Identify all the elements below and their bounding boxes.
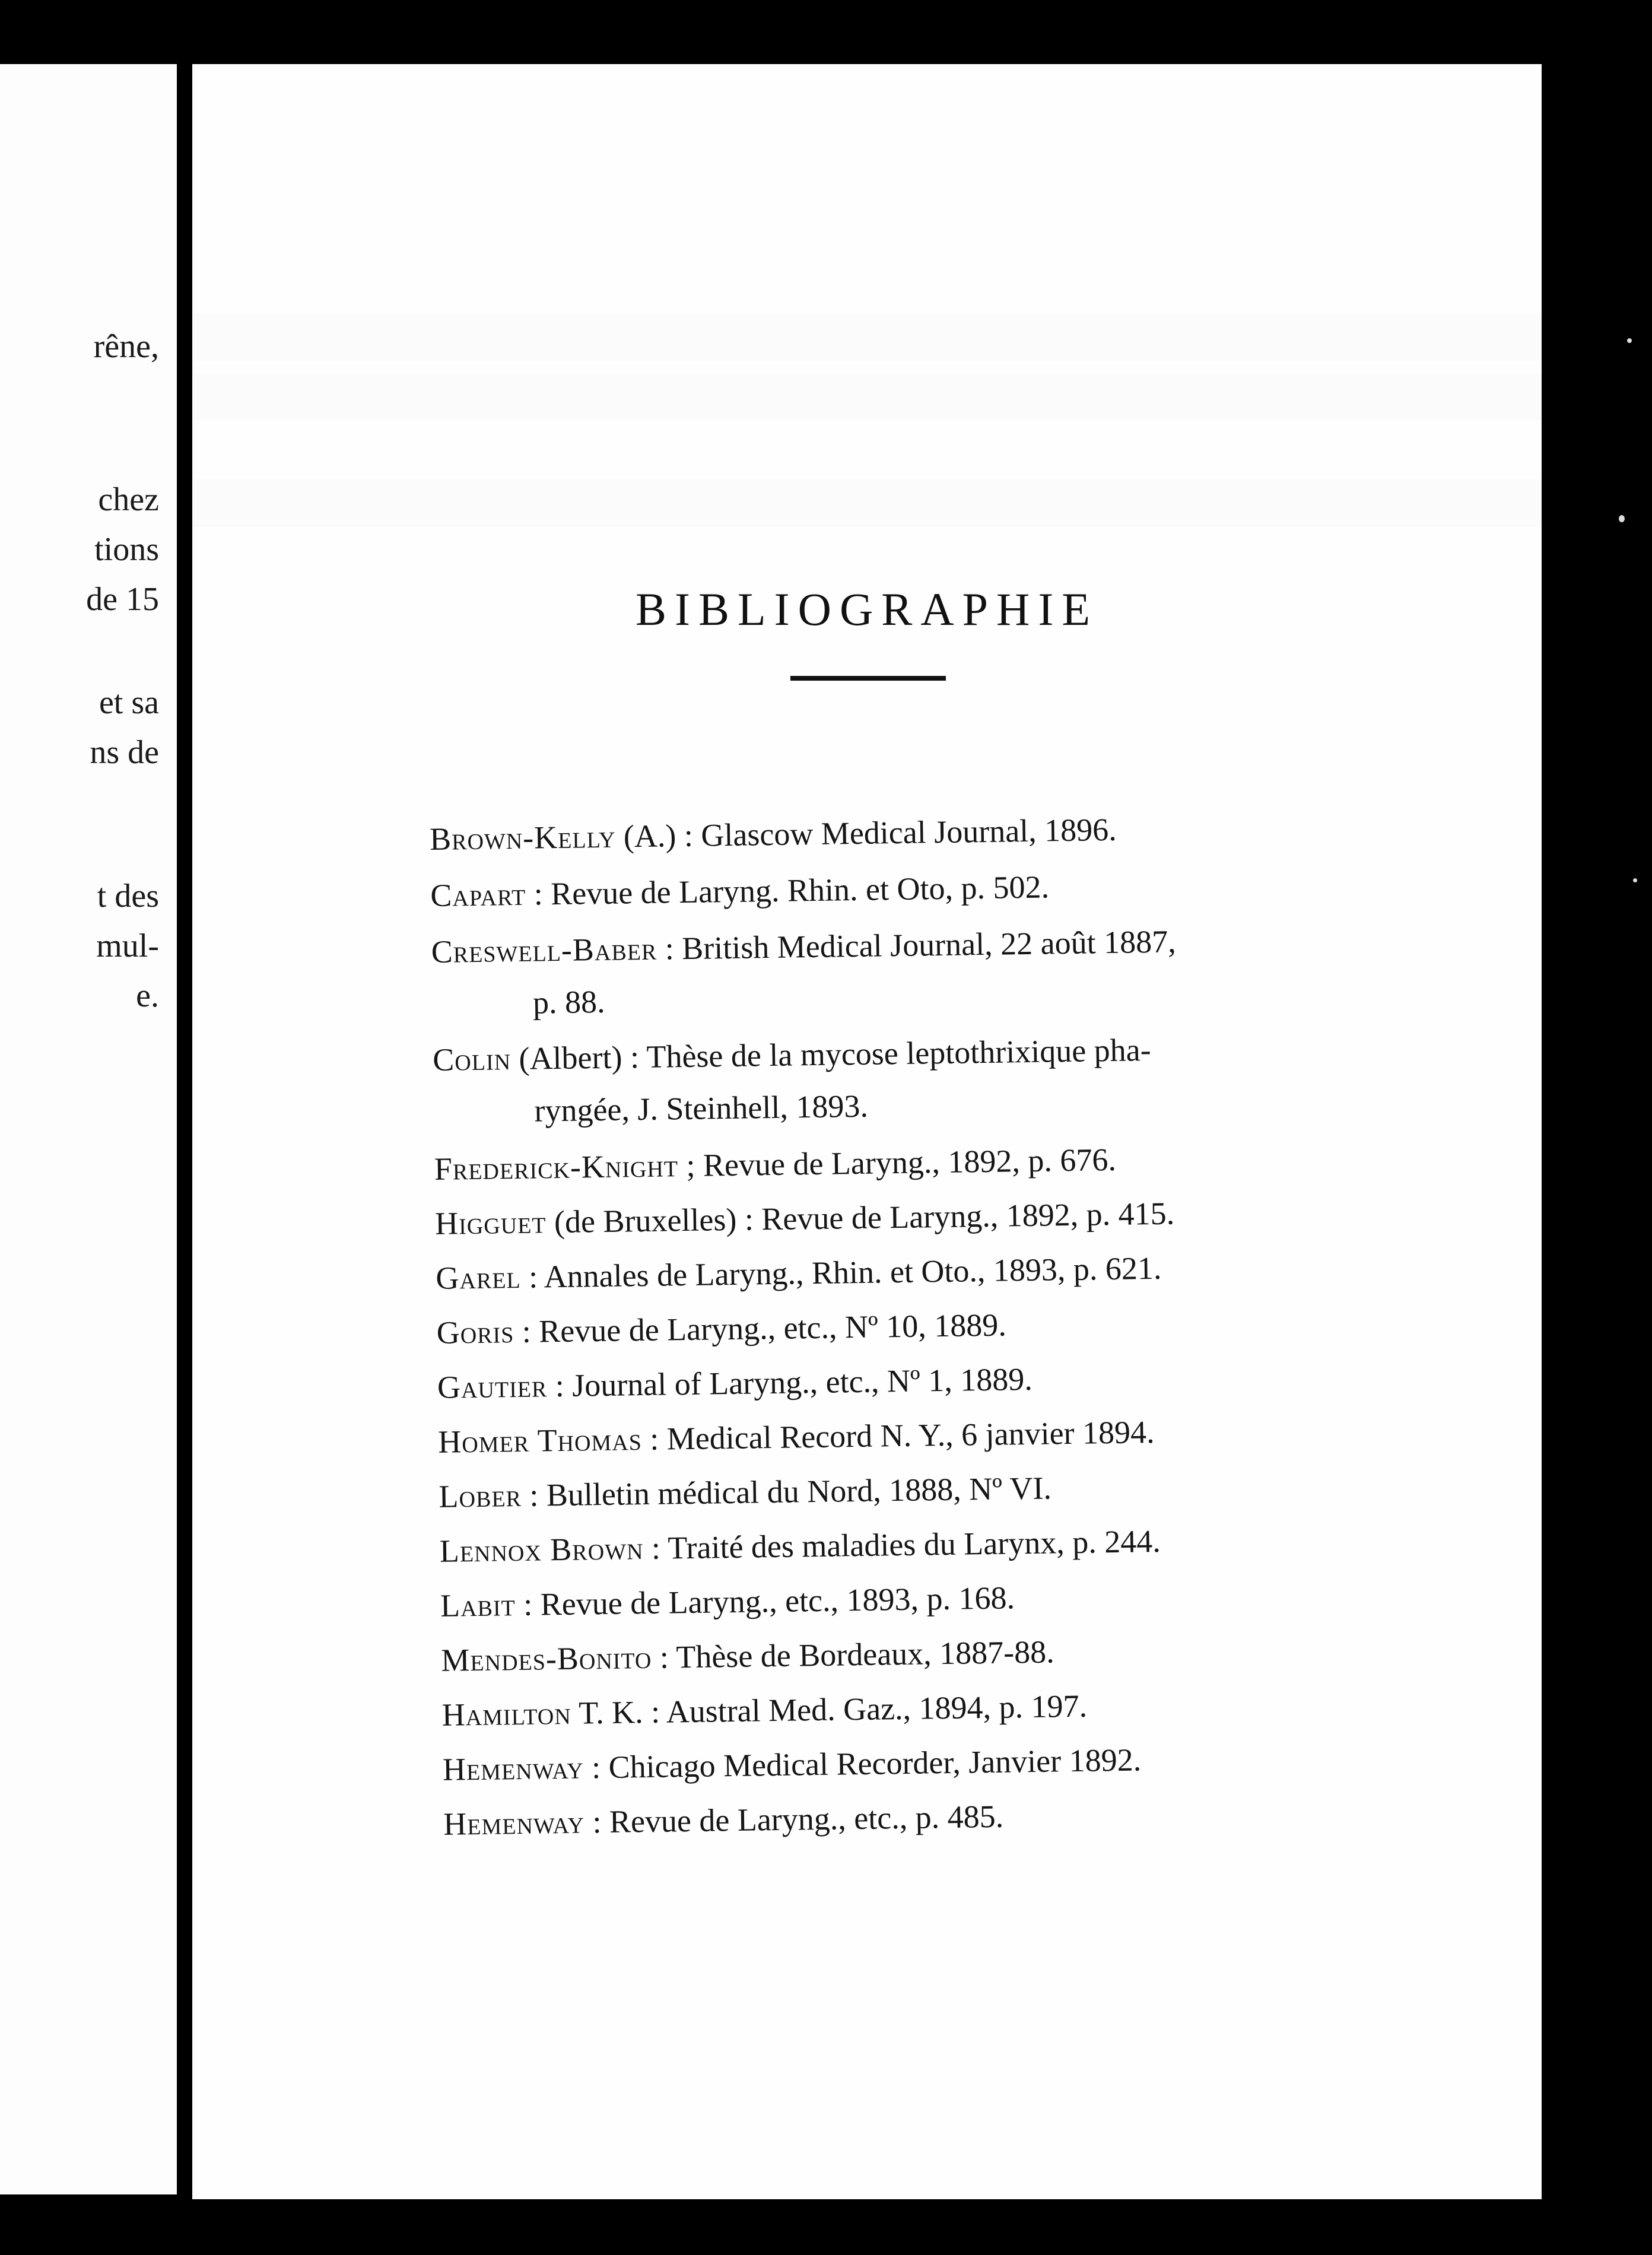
bibliography-entry [440, 1567, 1355, 1631]
bibliography-entry [441, 1621, 1355, 1686]
bibliography-entry [439, 1457, 1353, 1522]
bibliography-entry [442, 1730, 1356, 1795]
bibliography-entry [431, 913, 1346, 1030]
entry-text: (A.) : Glascow Medical Journal, 1896. [615, 811, 1117, 855]
entry-author: Brown-Kelly [429, 818, 616, 857]
entry-continuation: ryngée, J. Steinhell, 1893. [534, 1088, 869, 1129]
scan-speck [1619, 515, 1625, 522]
page-gutter [177, 64, 192, 2194]
entry-author: Creswell-Baber [431, 930, 657, 970]
entry-text: : Annales de Laryng., Rhin. et Oto., 1893, p. 621. [520, 1250, 1162, 1295]
bibliography-entry [433, 1021, 1348, 1138]
entry-text: (Albert) : Thèse de la mycose leptothrixique pha- [510, 1032, 1152, 1077]
entry-text: : Revue de Laryng., etc., 1893, p. 168. [515, 1580, 1015, 1623]
entry-text: : Journal of Laryng., etc., Nº 1, 1889. [547, 1361, 1033, 1404]
entry-author: Garel [435, 1259, 522, 1296]
entry-author: Homer Thomas [437, 1421, 643, 1460]
bibliography-entry [435, 1184, 1349, 1249]
bibliography-entry [436, 1239, 1350, 1304]
left-text-line: ns de [90, 734, 159, 771]
entry-text: : Traité des maladies du Larynx, p. 244. [643, 1523, 1161, 1567]
left-text-line: mul- [96, 928, 159, 964]
bibliography-entry [429, 801, 1343, 865]
entry-text: : Thèse de Bordeaux, 1887-88. [651, 1634, 1055, 1675]
entry-author: Colin [432, 1041, 512, 1078]
entry-author: Hemenway [443, 1804, 585, 1842]
entry-author: Hamilton [441, 1695, 572, 1733]
previous-page-fragment [0, 64, 177, 2194]
entry-text: ; Revue de Laryng., 1892, p. 676. [678, 1141, 1117, 1184]
left-text-line: chez [98, 481, 159, 518]
left-text-line: et sa [99, 684, 159, 721]
entry-author: Hemenway [442, 1749, 584, 1787]
bibliography-entry [441, 1676, 1356, 1741]
entry-author: Lennox Brown [439, 1530, 644, 1569]
entry-author: Goris [436, 1314, 514, 1351]
bibliography-entry [436, 1294, 1351, 1358]
entry-text: (de Bruxelles) : Revue de Laryng., 1892, p. 415. [546, 1195, 1175, 1240]
bibliography-page [192, 64, 1542, 2199]
entry-text: : Revue de Laryng. Rhin. et Oto, p. 502. [525, 869, 1050, 912]
entry-text: : Revue de Laryng., etc., Nº 10, 1889. [513, 1307, 1007, 1350]
left-text-line: rêne, [93, 328, 159, 365]
left-text-line: t des [97, 878, 159, 914]
entry-author: Frederick-Knight [434, 1148, 679, 1187]
entry-text: T. K. : Austral Med. Gaz., 1894, p. 197. [571, 1688, 1088, 1731]
bibliography-entry [443, 1785, 1358, 1850]
left-text-line: tions [94, 531, 159, 568]
bibliography-entry [439, 1512, 1354, 1577]
entry-continuation: p. 88. [532, 983, 605, 1021]
left-text-line: e. [136, 977, 159, 1014]
entry-text: : Chicago Medical Recorder, Janvier 1892. [583, 1742, 1142, 1786]
bibliography-entry [434, 1130, 1348, 1195]
bibliography-entry [438, 1403, 1352, 1468]
left-text-line: de 15 [86, 581, 159, 618]
scan-speck [1627, 338, 1632, 343]
entry-author: Lober [439, 1477, 522, 1514]
entry-author: Gautier [437, 1368, 548, 1405]
entry-text: : Medical Record N. Y., 6 janvier 1894. [641, 1414, 1155, 1457]
entry-text: : British Medical Journal, 22 août 1887, [656, 923, 1176, 967]
page-title: BIBLIOGRAPHIE [636, 583, 1098, 635]
entry-author: Higguet [434, 1204, 547, 1241]
bibliography-entry [437, 1348, 1351, 1413]
scan-speck [1633, 878, 1637, 882]
bibliography-entry [430, 856, 1345, 921]
entry-author: Mendes-Bonito [440, 1639, 652, 1678]
entry-text: : Revue de Laryng., etc., p. 485. [584, 1798, 1004, 1840]
bibliography-list [192, 64, 1542, 2199]
entry-text: : Bulletin médical du Nord, 1888, Nº VI. [521, 1470, 1052, 1513]
entry-author: Capart [430, 876, 526, 913]
entry-author: Labit [440, 1587, 516, 1624]
